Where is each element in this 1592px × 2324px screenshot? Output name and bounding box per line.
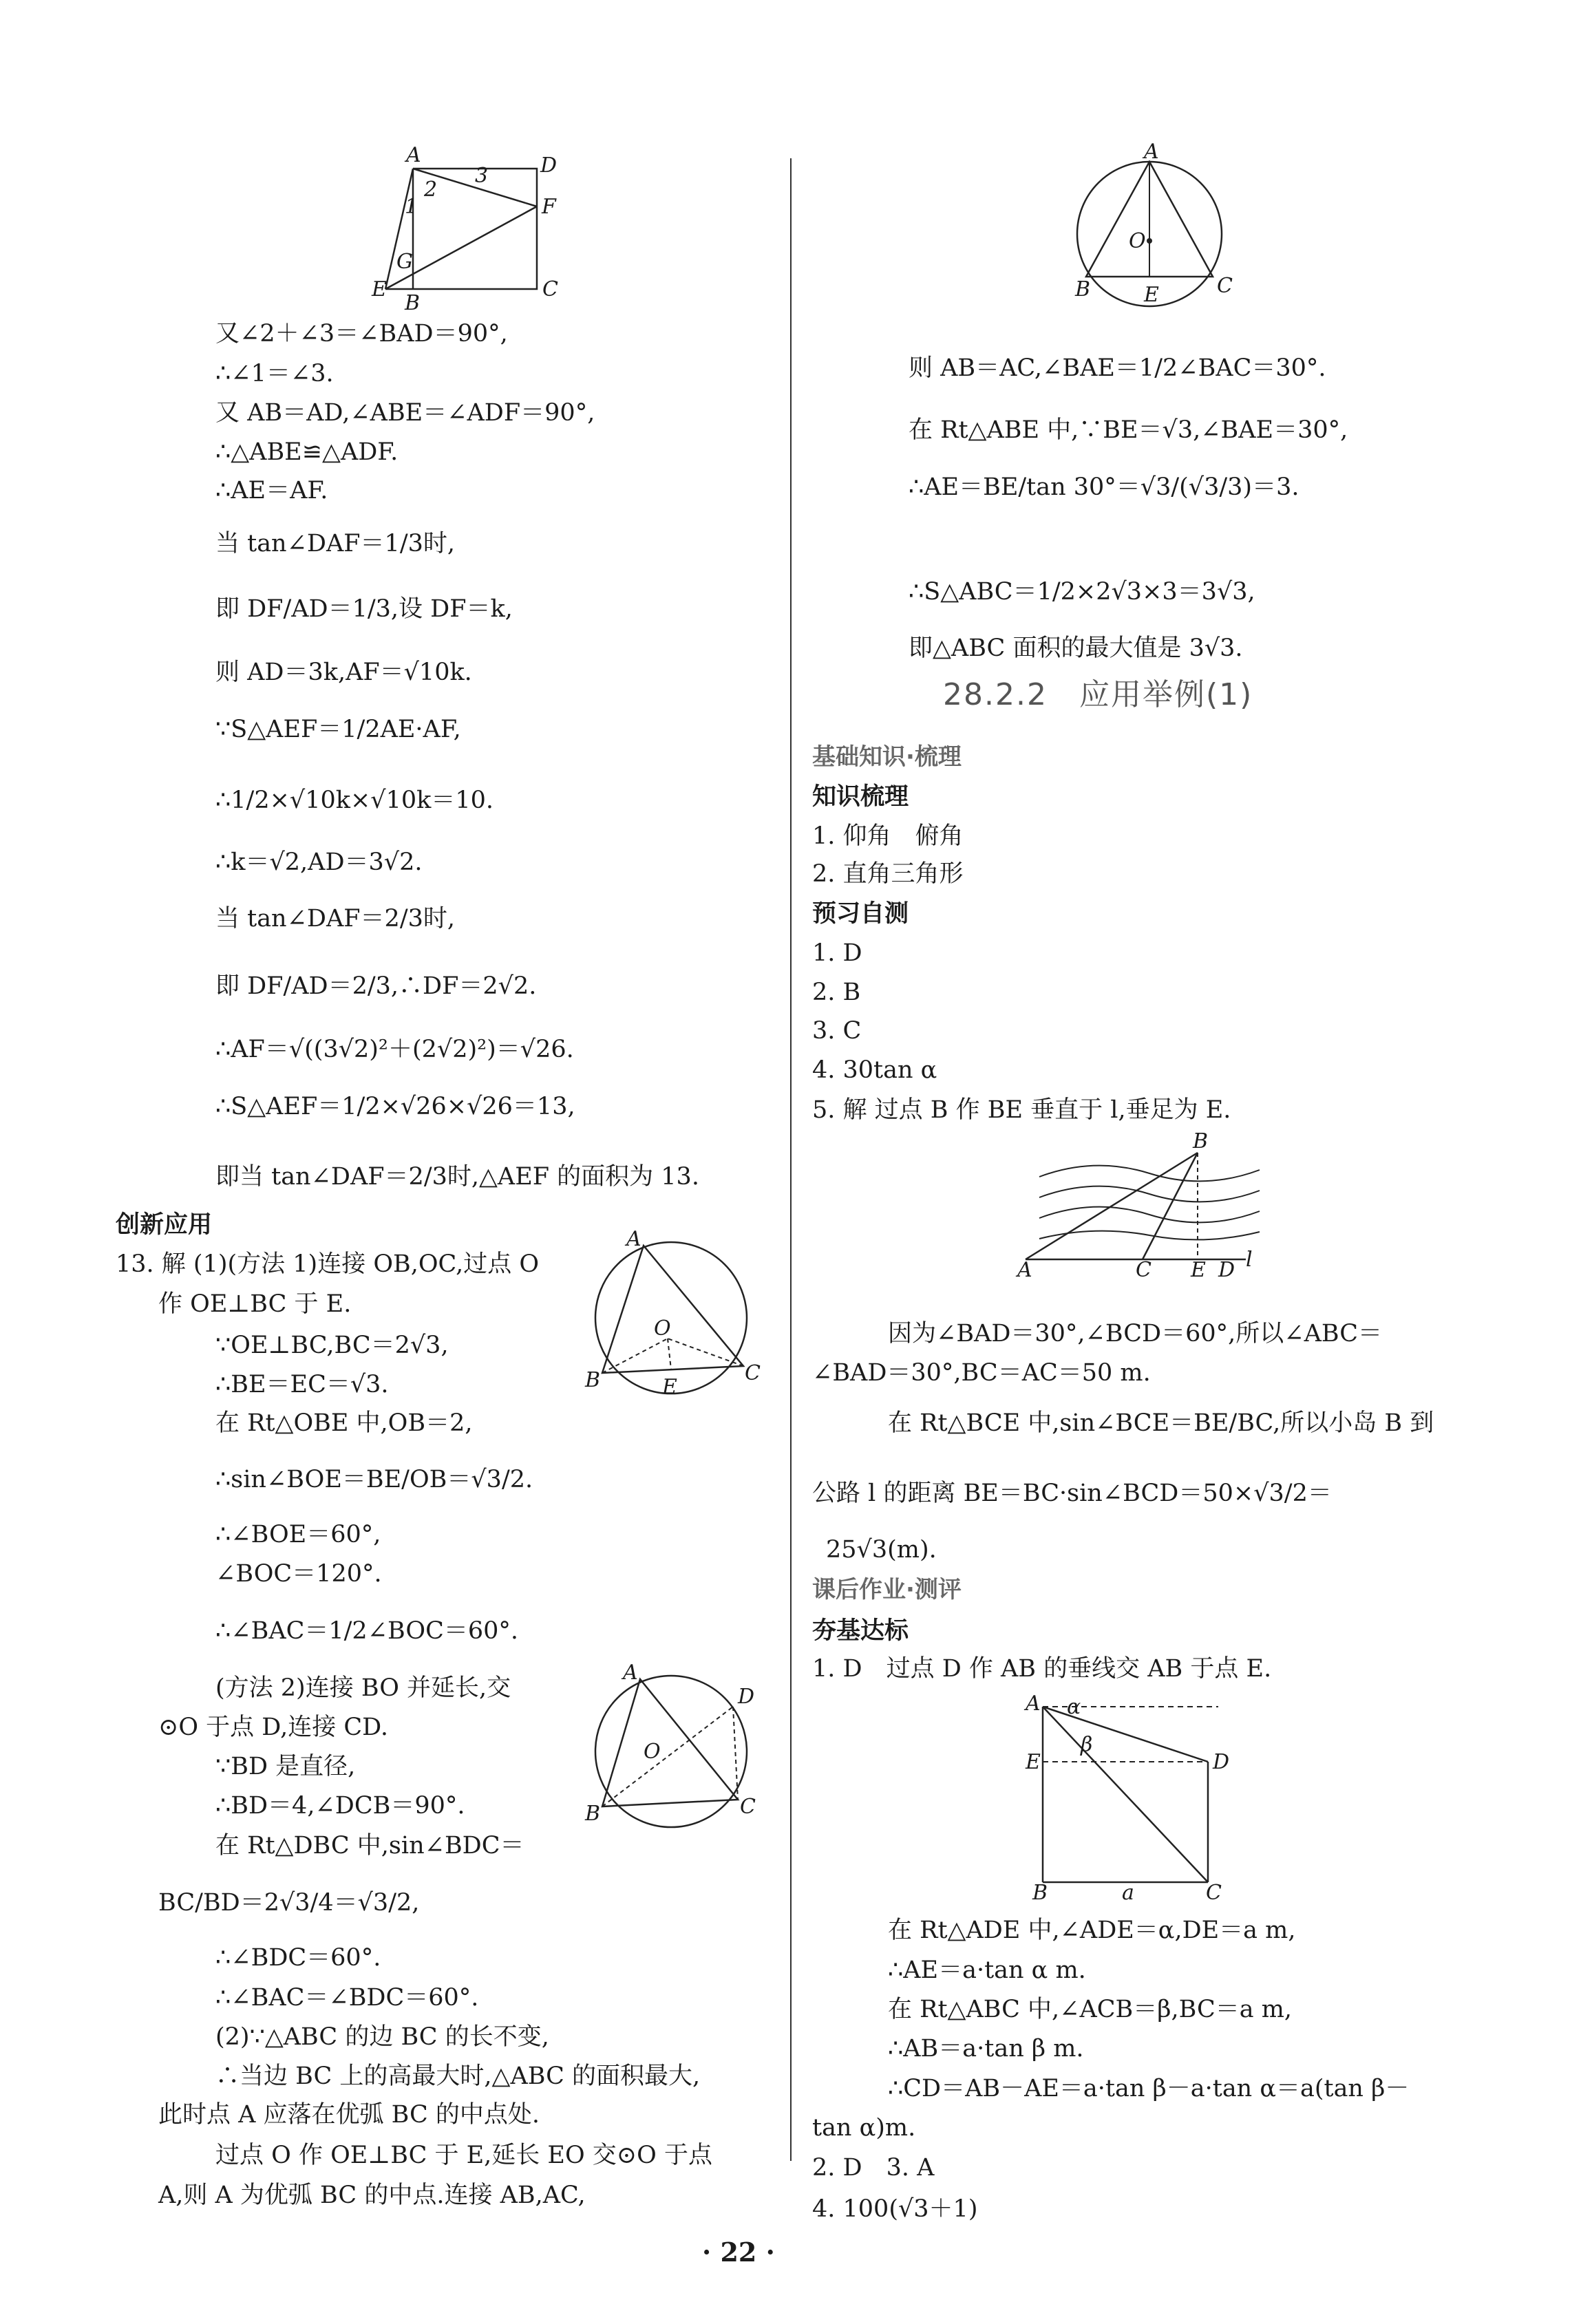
figure-circle-method2 (585, 1661, 757, 1837)
svg-text:E: E (1026, 1750, 1041, 1774)
svg-text:C: C (740, 1795, 756, 1819)
svg-text:B: B (585, 1368, 601, 1392)
left-line: ∴k＝√2,AD＝3√2. (215, 849, 423, 876)
right-line: 即△ABC 面积的最大值是 3√3. (909, 635, 1243, 662)
section-title: 28.2.2 应用举例(1) (943, 677, 1253, 712)
svg-text:O: O (644, 1740, 661, 1764)
svg-text:C: C (542, 277, 558, 301)
left-line: 即 DF/AD＝1/3,设 DF＝k, (215, 595, 513, 623)
right-line: ∴AB＝a·tan β m. (888, 2035, 1084, 2062)
left-line: 即 DF/AD＝2/3,∴DF＝2√2. (215, 972, 537, 1000)
left-line: ∴1/2×√10k×√10k＝10. (215, 787, 494, 814)
left-line: (2)∵△ABC 的边 BC 的长不变, (215, 2023, 549, 2051)
right-line: 1. 仰角 俯角 (812, 822, 964, 850)
svg-text:O: O (1129, 229, 1146, 253)
left-line: 此时点 A 应落在优弧 BC 的中点处. (158, 2101, 540, 2129)
right-line: 知识梳理 (812, 783, 909, 811)
left-line: A,则 A 为优弧 BC 的中点.连接 AB,AC, (158, 2182, 586, 2209)
left-line: 在 Rt△DBC 中,sin∠BDC＝ (215, 1832, 524, 1859)
svg-text:A: A (1144, 140, 1159, 164)
left-line: ⊙O 于点 D,连接 CD. (158, 1714, 389, 1741)
svg-text:B: B (1075, 277, 1091, 301)
left-line: ∴BD＝4,∠DCB＝90°. (215, 1792, 465, 1820)
figure-river-island (1012, 1129, 1273, 1287)
right-line: 5. 解 过点 B 作 BE 垂直于 l,垂足为 E. (812, 1096, 1231, 1124)
page-number: · 22 · (702, 2237, 775, 2268)
left-line: 13. 解 (1)(方法 1)连接 OB,OC,过点 O (116, 1250, 540, 1278)
left-line: 又∠2＋∠3＝∠BAD＝90°, (215, 320, 508, 348)
left-line: ∴∠BAC＝∠BDC＝60°. (215, 1984, 479, 2012)
left-line: ∴∠1＝∠3. (215, 360, 334, 387)
right-line: 公路 l 的距离 BE＝BC·sin∠BCD＝50×√3/2＝ (812, 1480, 1332, 1507)
left-line: ∴S△AEF＝1/2×√26×√26＝13, (215, 1093, 575, 1120)
left-line: ∴当边 BC 上的高最大时,△ABC 的面积最大, (215, 2062, 701, 2090)
left-line: ∴BE＝EC＝√3. (215, 1371, 389, 1398)
right-line: 预习自测 (812, 900, 909, 928)
right-line: 在 Rt△ADE 中,∠ADE＝α,DE＝a m, (888, 1917, 1296, 1944)
left-line: ∵S△AEF＝1/2AE·AF, (215, 716, 461, 743)
right-line: 在 Rt△BCE 中,sin∠BCE＝BE/BC,所以小岛 B 到 (888, 1409, 1434, 1437)
left-line: ∴sin∠BOE＝BE/OB＝√3/2. (215, 1466, 533, 1493)
left-line: ∴∠BDC＝60°. (215, 1944, 381, 1972)
right-line: 2. 直角三角形 (812, 860, 964, 888)
svg-text:1: 1 (405, 195, 418, 219)
left-line: 则 AD＝3k,AF＝√10k. (215, 659, 472, 686)
svg-text:D: D (540, 153, 558, 178)
left-line: ∵OE⊥BC,BC＝2√3, (215, 1332, 449, 1359)
left-line: ∵BD 是直径, (215, 1753, 356, 1780)
svg-text:D: D (1218, 1258, 1235, 1282)
left-line: 即当 tan∠DAF＝2/3时,△AEF 的面积为 13. (215, 1163, 699, 1191)
left-line: ∴△ABE≌△ADF. (215, 438, 399, 466)
svg-text:B: B (585, 1802, 601, 1826)
right-line: ∴S△ABC＝1/2×2√3×3＝3√3, (909, 578, 1255, 606)
right-line: 在 Rt△ABC 中,∠ACB＝β,BC＝a m, (888, 1996, 1293, 2023)
left-line: ∴∠BAC＝1/2∠BOC＝60°. (215, 1617, 519, 1645)
right-line: 在 Rt△ABE 中,∵BE＝√3,∠BAE＝30°, (909, 416, 1348, 444)
right-line: 25√3(m). (826, 1536, 937, 1564)
svg-text:C: C (745, 1361, 761, 1385)
right-line: 2. D 3. A (812, 2154, 935, 2182)
right-line: 2. B (812, 979, 861, 1006)
left-line: ∴AE＝AF. (215, 477, 328, 504)
svg-text:D: D (738, 1685, 755, 1709)
svg-text:C: C (1206, 1881, 1222, 1905)
left-line: ∠BOC＝120°. (215, 1560, 382, 1588)
svg-text:A: A (623, 1661, 638, 1685)
left-line: ∴AF＝√((3√2)²＋(2√2)²)＝√26. (215, 1036, 574, 1063)
figure-building-angles (1026, 1692, 1246, 1905)
svg-text:A: A (1026, 1692, 1041, 1716)
svg-text:B: B (1032, 1881, 1048, 1905)
svg-text:2: 2 (424, 178, 438, 202)
right-line: 4. 30tan α (812, 1056, 937, 1084)
figure-circle-triangle-top (1060, 140, 1246, 317)
left-line: 当 tan∠DAF＝1/3时, (215, 530, 456, 557)
svg-text:D: D (1213, 1750, 1230, 1774)
right-line: ∴AE＝a·tan α m. (888, 1957, 1086, 1984)
figure-circle-method1 (585, 1227, 761, 1404)
svg-text:E: E (662, 1375, 677, 1399)
left-line: ∴∠BOE＝60°, (215, 1521, 381, 1548)
right-line: 基础知识·梳理 (812, 743, 962, 771)
svg-text:l: l (1246, 1248, 1253, 1272)
right-line: ∠BAD＝30°,BC＝AC＝50 m. (812, 1359, 1151, 1387)
svg-text:C: C (1136, 1258, 1151, 1282)
right-line: 夯基达标 (812, 1617, 909, 1645)
svg-text:E: E (1191, 1258, 1206, 1282)
svg-text:O: O (654, 1316, 671, 1341)
svg-text:B: B (405, 291, 421, 315)
right-line: 3. C (812, 1017, 862, 1045)
right-line: 1. D (812, 939, 862, 967)
right-line: 1. D 过点 D 作 AB 的垂线交 AB 于点 E. (812, 1655, 1272, 1683)
right-line: 4. 100(√3＋1) (812, 2195, 978, 2223)
svg-text:A: A (406, 143, 421, 167)
column-divider (790, 158, 792, 2161)
left-line: BC/BD＝2√3/4＝√3/2, (158, 1889, 420, 1917)
svg-text:3: 3 (475, 164, 489, 188)
svg-text:A: A (626, 1227, 641, 1251)
left-line: (方法 2)连接 BO 并延长,交 (215, 1674, 511, 1702)
svg-text:a: a (1122, 1881, 1134, 1905)
svg-text:β: β (1081, 1733, 1093, 1757)
svg-text:A: A (1017, 1258, 1032, 1282)
right-line: 因为∠BAD＝30°,∠BCD＝60°,所以∠ABC＝ (888, 1320, 1382, 1347)
svg-text:B: B (1193, 1129, 1209, 1153)
figure-square-abcd (372, 143, 578, 315)
right-line: ∴AE＝BE/tan 30°＝√3/(√3/3)＝3. (909, 473, 1299, 501)
right-line: ∴CD＝AB－AE＝a·tan β－a·tan α＝a(tan β－ (888, 2075, 1410, 2102)
left-line: 在 Rt△OBE 中,OB＝2, (215, 1409, 473, 1437)
left-line: 过点 O 作 OE⊥BC 于 E,延长 EO 交⊙O 于点 (215, 2142, 712, 2169)
right-line: 则 AB＝AC,∠BAE＝1/2∠BAC＝30°. (909, 354, 1326, 382)
svg-text:C: C (1217, 274, 1233, 298)
left-line: 作 OE⊥BC 于 E. (158, 1290, 352, 1318)
right-line: tan α)m. (812, 2114, 916, 2142)
svg-text:α: α (1067, 1695, 1081, 1719)
left-line: 创新应用 (116, 1211, 213, 1239)
svg-text:E: E (1144, 283, 1159, 307)
right-line: 课后作业·测评 (812, 1576, 962, 1603)
left-line: 又 AB＝AD,∠ABE＝∠ADF＝90°, (215, 399, 595, 427)
svg-text:G: G (396, 250, 413, 274)
left-line: 当 tan∠DAF＝2/3时, (215, 905, 456, 932)
svg-text:E: E (372, 277, 387, 301)
svg-text:F: F (542, 195, 556, 219)
